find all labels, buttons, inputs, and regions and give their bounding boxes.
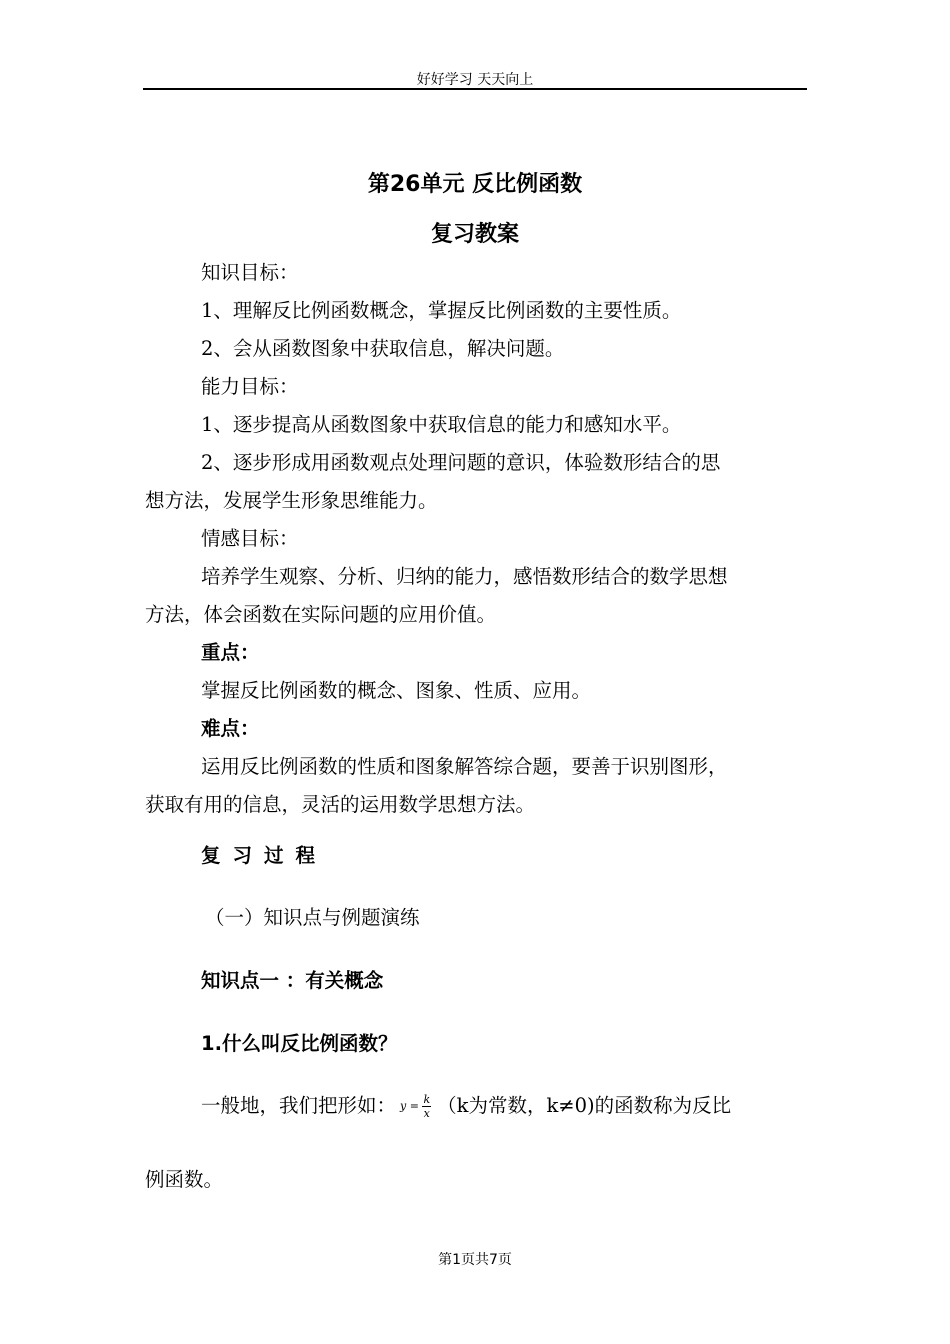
document-subtitle: 复习教案: [430, 222, 519, 247]
key-text: 掌握反比例函数的概念、图象、性质、应用。: [201, 679, 592, 702]
formula-denominator: x: [423, 1107, 430, 1120]
formula-fraction: [422, 1093, 431, 1120]
difficulty-text: 运用反比例函数的性质和图象解答综合题，要善于识别图形，: [201, 755, 728, 778]
difficulty-heading: 难点：: [201, 717, 260, 740]
document-title: 第26单元 反比例函数: [367, 172, 583, 197]
definition-end: 例函数。: [145, 1168, 224, 1191]
definition-line: [201, 1090, 731, 1120]
ability-item-2: 2、逐步形成用函数观点处理问题的意识，体验数形结合的思: [201, 451, 721, 474]
knowledge-item-2: 2、会从函数图象中获取信息，解决问题。: [201, 337, 565, 360]
ability-item-2-cont: 想方法，发展学生形象思维能力。: [145, 489, 438, 512]
header-rule: [143, 88, 807, 90]
page-footer: 第1页共7页: [438, 1252, 512, 1268]
question-1: 1.什么叫反比例函数？: [201, 1032, 398, 1055]
knowledge-item-1: 1、理解反比例函数概念，掌握反比例函数的主要性质。: [201, 299, 682, 322]
point1-heading: 知识点一 ：有关概念: [201, 969, 384, 992]
knowledge-heading: 知识目标：: [201, 261, 299, 284]
difficulty-text-cont: 获取有用的信息，灵活的运用数学思想方法。: [145, 793, 536, 816]
ability-item-1: 1、逐步提高从函数图象中获取信息的能力和感知水平。: [201, 413, 682, 436]
formula-y: y =: [400, 1099, 419, 1113]
emotion-text-cont: 方法，体会函数在实际问题的应用价值。: [145, 603, 497, 626]
part1-heading: （一）知识点与例题演练: [205, 906, 420, 929]
process-heading: 复习过程: [201, 844, 328, 867]
key-heading: 重点：: [201, 641, 260, 664]
definition-post: （k为常数，k≠0)的函数称为反比: [437, 1094, 732, 1117]
formula: [400, 1093, 431, 1120]
formula-numerator: k: [423, 1093, 431, 1106]
emotion-heading: 情感目标：: [201, 527, 299, 550]
ability-heading: 能力目标：: [201, 375, 299, 398]
definition-pre: 一般地，我们把形如：: [201, 1094, 397, 1117]
page-header: 好好学习 天天向上: [416, 72, 534, 88]
emotion-text: 培养学生观察、分析、归纳的能力，感悟数形结合的数学思想: [201, 565, 728, 588]
